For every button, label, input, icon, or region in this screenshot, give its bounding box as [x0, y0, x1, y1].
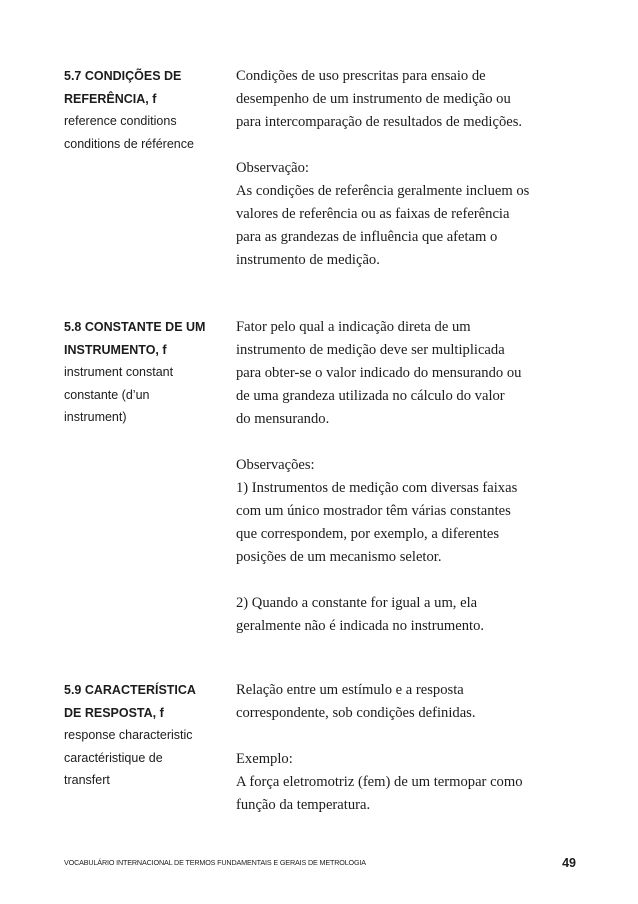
- french-term: instrument): [64, 410, 127, 424]
- definition-line: para obter-se o valor indicado do mensurando ou: [236, 365, 522, 381]
- entry-heading-line: REFERÊNCIA, f: [64, 91, 157, 106]
- definition-line: Condições de uso prescritas para ensaio de: [236, 68, 486, 84]
- entry-heading-line: DE RESPOSTA, f: [64, 705, 164, 720]
- note-block: [236, 157, 581, 272]
- english-term: reference conditions: [64, 114, 177, 128]
- definition-text: [236, 65, 581, 134]
- definition-column: [236, 679, 581, 817]
- entry-heading-line: 5.9 CARACTERÍSTICA: [64, 683, 196, 697]
- definition-text: [236, 679, 581, 725]
- note-line: função da temperatura.: [236, 797, 371, 813]
- note-line: para as grandezas de influência que afetam o: [236, 229, 498, 245]
- french-term: conditions de référence: [64, 136, 194, 151]
- definition-line: Relação entre um estímulo e a resposta: [236, 682, 464, 698]
- note-line: 1) Instrumentos de medição com diversas faixas: [236, 480, 518, 496]
- note-line: geralmente não é indicada no instrumento.: [236, 618, 485, 634]
- note-block: [236, 748, 581, 817]
- entry-heading-line: INSTRUMENTO, f: [64, 342, 167, 357]
- note-block: [236, 454, 581, 569]
- note-line: valores de referência ou as faixas de referência: [236, 206, 510, 222]
- term-column: [64, 679, 234, 792]
- definition-column: [236, 316, 581, 638]
- note-line: A força eletromotriz (fem) de um termopar como: [236, 774, 523, 790]
- definition-column: [236, 65, 581, 272]
- definition-text: [236, 316, 581, 431]
- entry-heading-line: 5.8 CONSTANTE DE UM: [64, 320, 206, 334]
- definition-line: Fator pelo qual a indicação direta de um: [236, 319, 471, 335]
- french-term: caractéristique de: [64, 750, 163, 765]
- note-label: Observações:: [236, 457, 315, 473]
- definition-line: desempenho de um instrumento de medição ou: [236, 91, 511, 107]
- note-line: que correspondem, por exemplo, a diferentes: [236, 526, 499, 542]
- definition-line: instrumento de medição deve ser multiplicada: [236, 342, 505, 358]
- note-line: 2) Quando a constante for igual a um, ela: [236, 595, 478, 611]
- note-label: Observação:: [236, 160, 309, 176]
- english-term: response characteristic: [64, 728, 193, 742]
- definition-line: para intercomparação de resultados de medições.: [236, 114, 523, 130]
- note-label: Exemplo:: [236, 751, 293, 767]
- entry-heading-line: 5.7 CONDIÇÕES DE: [64, 69, 182, 83]
- french-term: constante (d’un: [64, 387, 150, 402]
- page-number: 49: [562, 856, 576, 870]
- page-footer: [64, 856, 576, 870]
- note-line: com um único mostrador têm várias constantes: [236, 503, 511, 519]
- french-term: transfert: [64, 773, 110, 787]
- note-line: instrumento de medição.: [236, 252, 380, 268]
- english-term: instrument constant: [64, 365, 174, 379]
- term-column: [64, 316, 234, 429]
- note-line: As condições de referência geralmente incluem os: [236, 183, 530, 199]
- definition-line: de uma grandeza utilizada no cálculo do valor: [236, 388, 505, 404]
- term-column: [64, 65, 234, 155]
- footer-title: VOCABULÁRIO INTERNACIONAL DE TERMOS FUNDAMENTAIS E GERAIS DE METROLOGIA: [64, 858, 366, 867]
- definition-line: do mensurando.: [236, 411, 330, 427]
- definition-line: correspondente, sob condições definidas.: [236, 705, 476, 721]
- note-block: [236, 592, 581, 638]
- note-line: posições de um mecanismo seletor.: [236, 549, 442, 565]
